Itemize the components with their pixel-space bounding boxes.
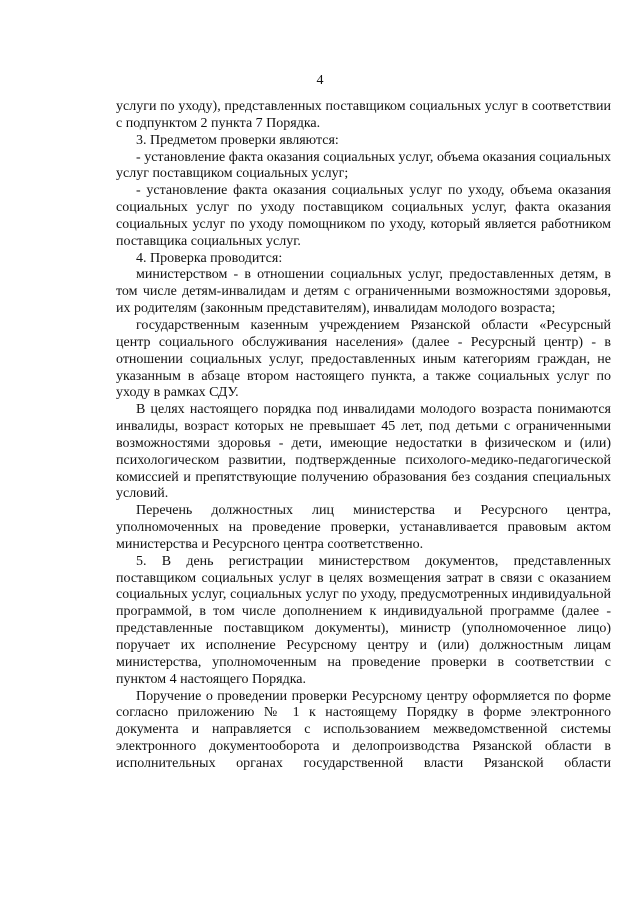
paragraph: услуги по уходу), представленных поставщиком социальных услуг в соответствии с подпунктом 2 пункта 7 Порядка.: [116, 99, 611, 131]
paragraph: Поручение о проведении проверки Ресурсному центру оформляется по форме согласно приложению № 1 к настоящему Порядку в форме электронного документа и направляется с использованием межведомственной системы электронного документооборота и делопроизводства Рязанской области в исполнительных органах государственной власти Рязанской области: [116, 688, 611, 771]
paragraph: государственным казенным учреждением Рязанской области «Ресурсный центр социального обслуживания населения» (далее - Ресурсный центр) - в отношении социальных услуг, предоставленных иным категориям граждан, не указанным в абзаце втором настоящего пункта, а также социальных услуг по уходу в рамках СДУ.: [116, 317, 611, 401]
document-body: [116, 99, 611, 773]
paragraph: - установление факта оказания социальных услуг, объема оказания социальных услуг поставщиком социальных услуг;: [116, 149, 611, 182]
paragraph: 3. Предметом проверки являются:: [136, 132, 339, 148]
paragraph: министерством - в отношении социальных услуг, предоставленных детям, в том числе детям-инвалидам и детям с ограниченными возможностями здоровья, их родителям (законным представителям), инвалидам молодого возраста;: [116, 267, 611, 317]
paragraph: 5. В день регистрации министерством документов, представленных поставщиком социальных услуг в целях возмещения затрат в связи с оказанием социальных услуг, социальных услуг по уходу, предусмотренных индивидуальной программой, в том числе дополнением к индивидуальной программе (далее - представленные поставщиком документы), министр (уполномоченное лицо) поручает их исполнение Ресурсному центру и (или) должностным лицам министерства, уполномоченным на проведение проверки в соответствии с пунктом 4 настоящего Порядка.: [116, 553, 611, 687]
page-number: 4: [316, 73, 324, 88]
paragraph: - установление факта оказания социальных услуг по уходу, объема оказания социальных услуг по уходу поставщиком социальных услуг, факта оказания социальных услуг по уходу помощником по уходу, который является работником поставщика социальных услуг.: [116, 183, 611, 249]
paragraph: В целях настоящего порядка под инвалидами молодого возраста понимаются инвалиды, возраст которых не превышает 45 лет, под детьми с ограниченными возможностями здоровья - дети, имеющие недостатки в физическом и (или) психологическом развитии, подтвержденные психолого-медико-педагогической комиссией и препятствующие получению образования без создания специальных условий.: [116, 402, 611, 502]
paragraph: 4. Проверка проводится:: [136, 250, 283, 266]
paragraph: Перечень должностных лиц министерства и Ресурсного центра, уполномоченных на проведение проверки, устанавливается правовым актом министерства и Ресурсного центра соответственно.: [116, 503, 611, 552]
